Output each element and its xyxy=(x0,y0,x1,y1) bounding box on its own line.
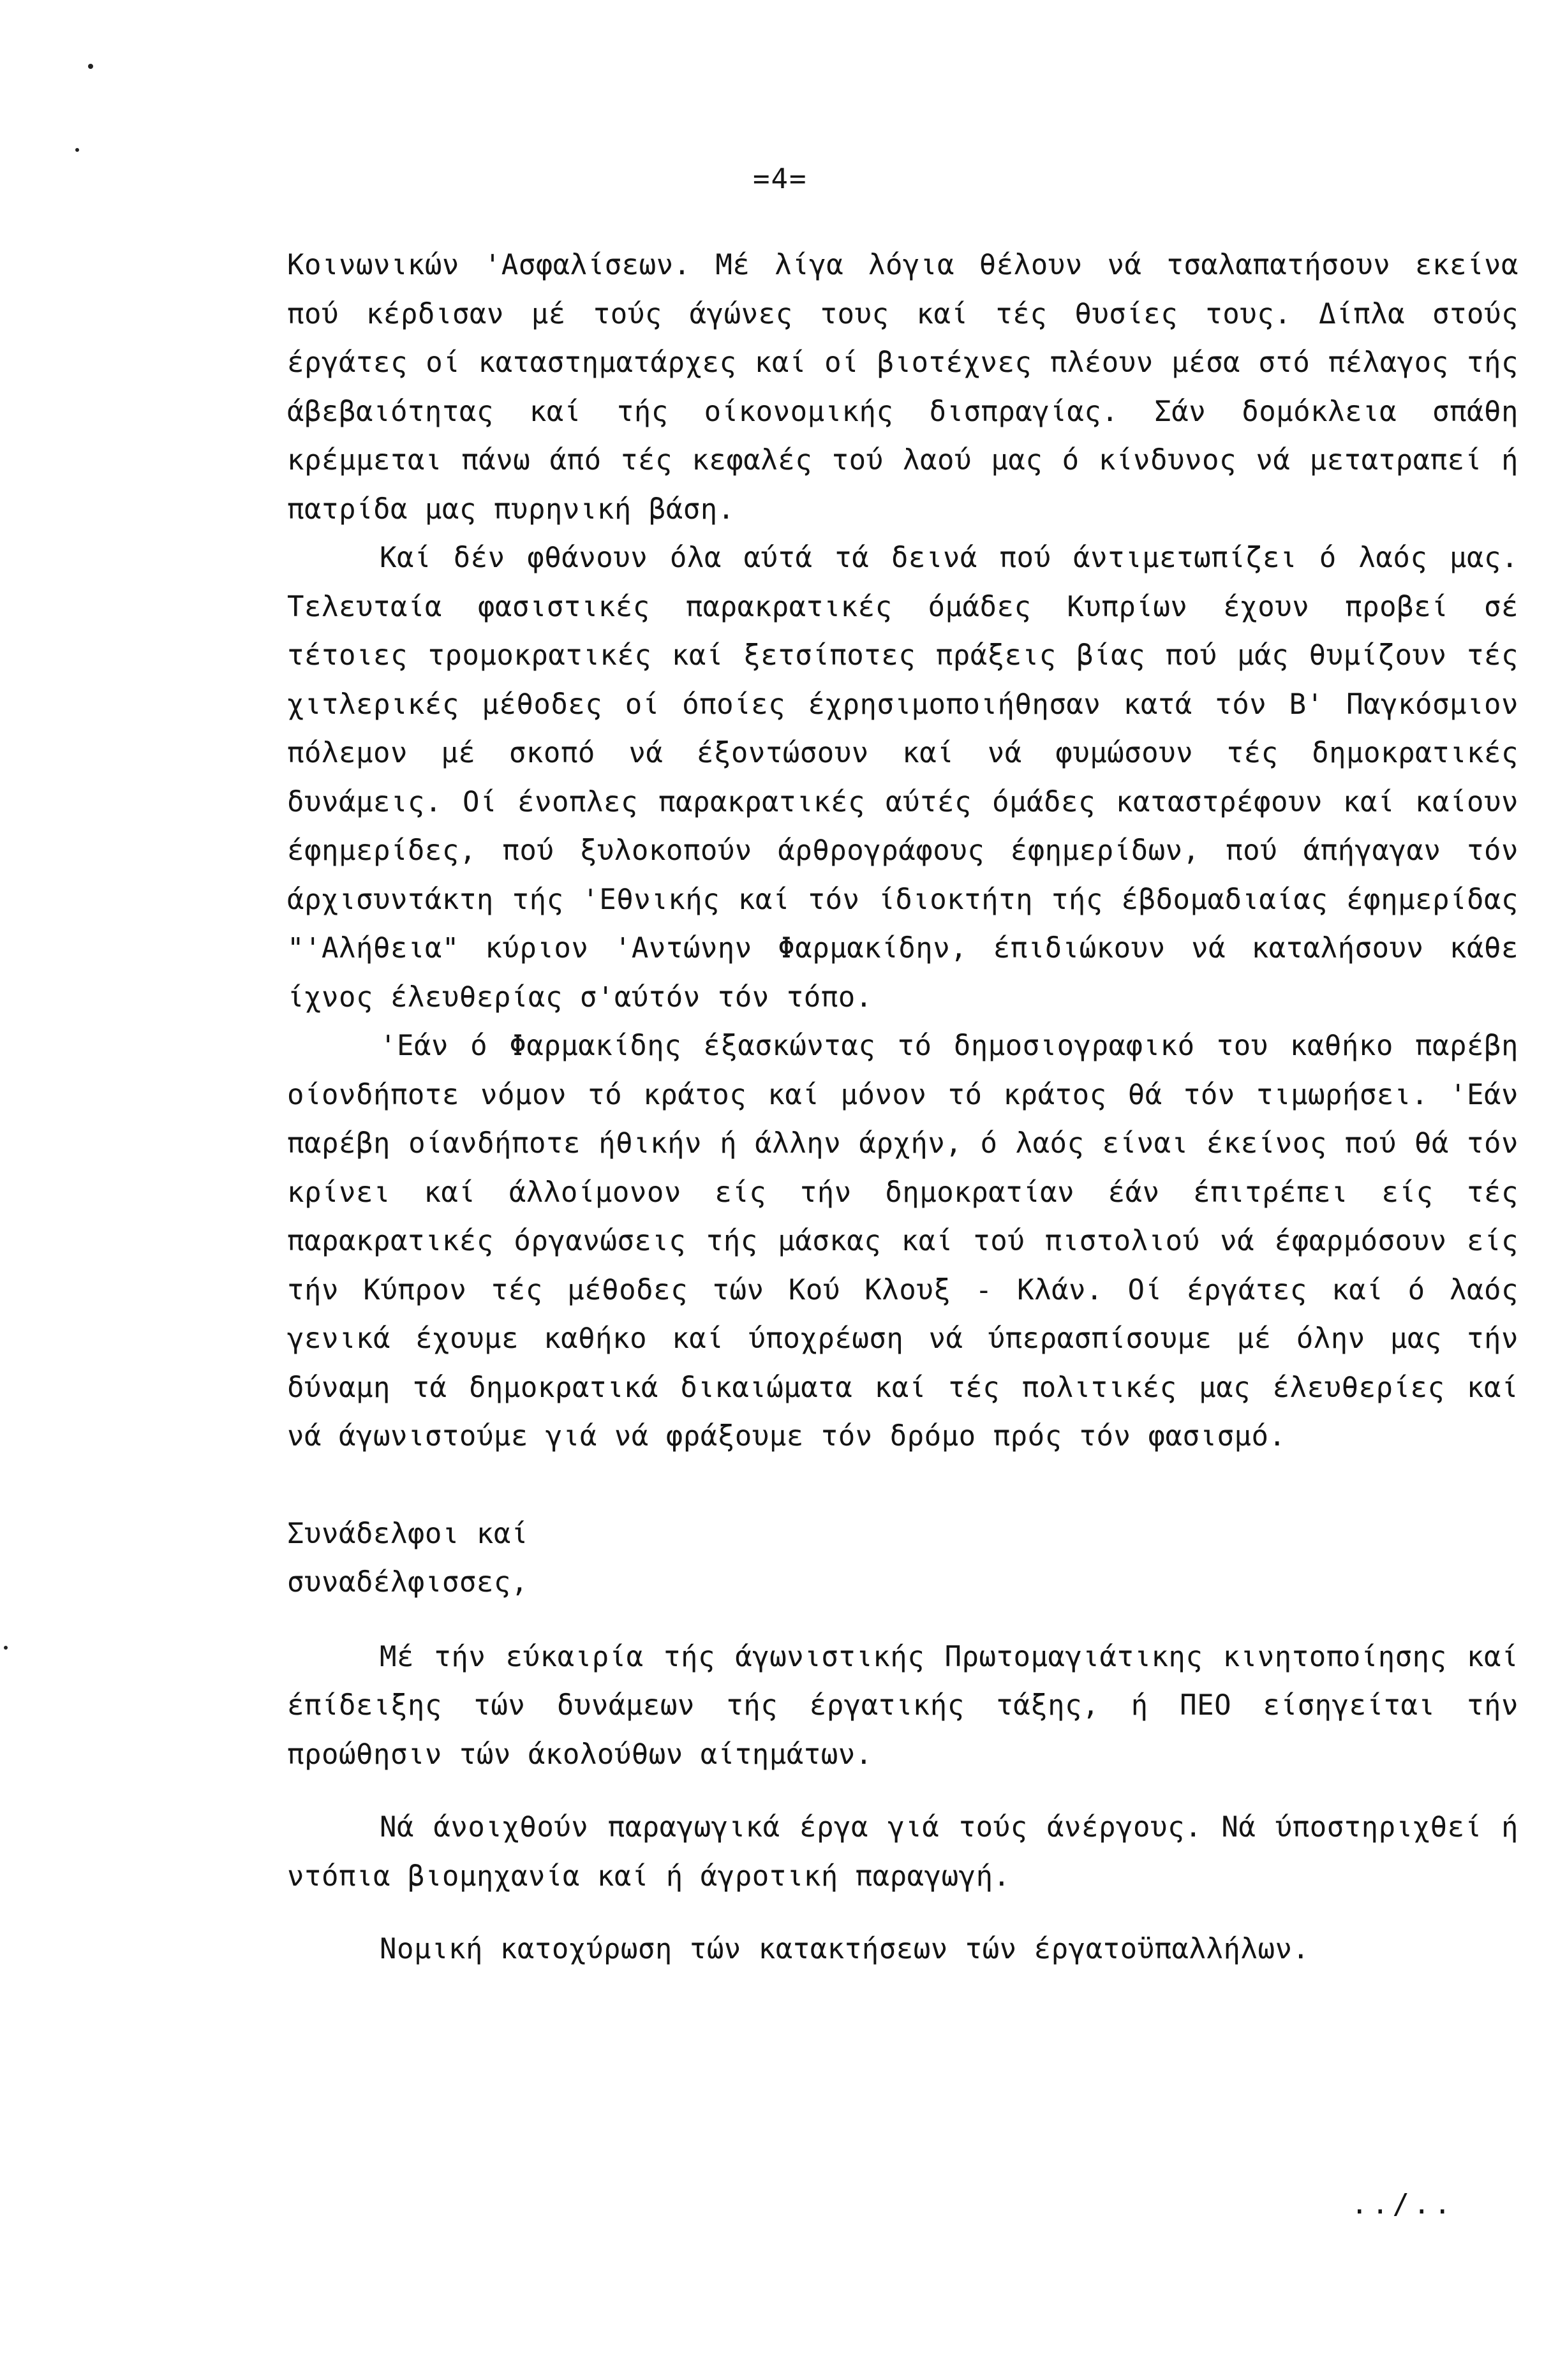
paragraph-text: 'Εάν ό Φαρμακίδης έξασκώντας τό δημοσιογραφικό του καθήκο παρέβη οίονδήποτε νόμον τό κράτος καί μόνον τό κράτος θά τόν τιμωρήσει. 'Εάν παρέβη οίανδήποτε ήθικήν ή άλλην άρχήν, ό λαός είναι έκείνος πού θά τόν κρίνει καί άλλοίμονον είς τήν δημοκρατίαν έάν έπιτρέπει είς τές παρακρατικές όργανώσεις τής μάσκας καί τού πιστολιού νά έφαρμόσουν είς τήν Κύπρον τές μέθοδες τών Κού Κλουξ - Κλάν. Οί έργάτες καί ό λαός γενικά έχουμε καθήκο καί ύποχρέωση νά ύπερασπίσουμε μέ όλην μας τήν δύναμη τά δημοκρατικά δικαιώματα καί τές πολιτικές μας έλευθερίες καί νά άγωνιστούμε γιά νά φράξουμε τόν δρόμο πρός τόν φασισμό. xyxy=(287,1030,1536,1452)
paragraph-1 xyxy=(287,241,1536,534)
speck-mark xyxy=(4,1646,8,1650)
closing-paragraph-2 xyxy=(287,1803,1536,1901)
paragraph-2 xyxy=(287,534,1536,1022)
paragraph-text: Κοινωνικών 'Ασφαλίσεων. Μέ λίγα λόγια θέλουν νά τσαλαπατήσουν εκείνα πού κέρδισαν μέ τούς άγώνες τους καί τές θυσίες τους. Δίπλα στούς έργάτες οί καταστηματάρχες καί οί βιοτέχνες πλέουν μέσα στό πέλαγος τής άβεβαιότητας καί τής οίκονομικής δισπραγίας. Σάν δομόκλεια σπάθη κρέμμεται πάνω άπό τές κεφαλές τού λαού μας ό κίνδυνος νά μετατραπεί ή πατρίδα μας πυρηνική βάση. xyxy=(287,249,1536,526)
greeting-line-2: συναδέλφισσες, xyxy=(287,1566,528,1599)
spacer xyxy=(287,1608,1518,1633)
paragraph-text: Μέ τήν εύκαιρία τής άγωνιστικής Πρωτομαγιάτικης κινητοποίησης καί έπίδειξης τών δυνάμεων τής έργατικής τάξης, ή ΠΕΟ είσηγείται τήν προώθησιν τών άκολούθων αίτημάτων. xyxy=(287,1640,1536,1771)
closing-paragraph-3 xyxy=(287,1925,1518,1974)
greeting-line-1: Συνάδελφοι καί xyxy=(287,1517,528,1550)
paragraph-text: Νά άνοιχθούν παραγωγικά έργα γιά τούς άνέργους. Νά ύποστηριχθεί ή ντόπια βιομηχανία καί ή άγροτική παραγωγή. xyxy=(287,1811,1536,1893)
spacer xyxy=(287,1901,1518,1925)
spacer xyxy=(287,1461,1518,1510)
continuation-mark: ../.. xyxy=(1351,2188,1455,2221)
paragraph-text: Καί δέν φθάνουν όλα αύτά τά δεινά πού άντιμετωπίζει ό λαός μας. Τελευταία φασιστικές παρακρατικές όμάδες Κυπρίων έχουν προβεί σέ τέτοιες τρομοκρατικές καί ξετσίποτες πράξεις βίας πού μάς θυμίζουν τές χιτλερικές μέθοδες οί όποίες έχρησιμοποιήθησαν κατά τόν Β' Παγκόσμιον πόλεμον μέ σκοπό νά έξοντώσουν καί νά φυμώσουν τές δημοκρατικές δυνάμεις. Οί ένοπλες παρακρατικές αύτές όμάδες καταστρέφουν καί καίουν έφημερίδες, πού ξυλοκοπούν άρθρογράφους έφημερίδων, πού άπήγαγαν τόν άρχισυντάκτη τής 'Εθνικής καί τόν ίδιοκτήτη τής έβδομαδιαίας έφημερίδας "'Αλήθεια" κύριον 'Αντώνην Φαρμακίδην, έπιδιώκουν νά καταλήσουν κάθε ίχνος έλευθερίας σ'αύτόν τόν τόπο. xyxy=(287,542,1536,1014)
spacer xyxy=(287,1779,1518,1803)
letter-body xyxy=(287,241,1536,1974)
page-number: =4= xyxy=(753,163,808,195)
paragraph-3 xyxy=(287,1022,1536,1461)
speck-mark xyxy=(88,64,93,69)
closing-paragraph-1 xyxy=(287,1633,1536,1780)
paragraph-text: Νομική κατοχύρωση τών κατακτήσεων τών έργατοϋπαλλήλων. xyxy=(380,1933,1310,1965)
speck-mark xyxy=(75,148,79,152)
